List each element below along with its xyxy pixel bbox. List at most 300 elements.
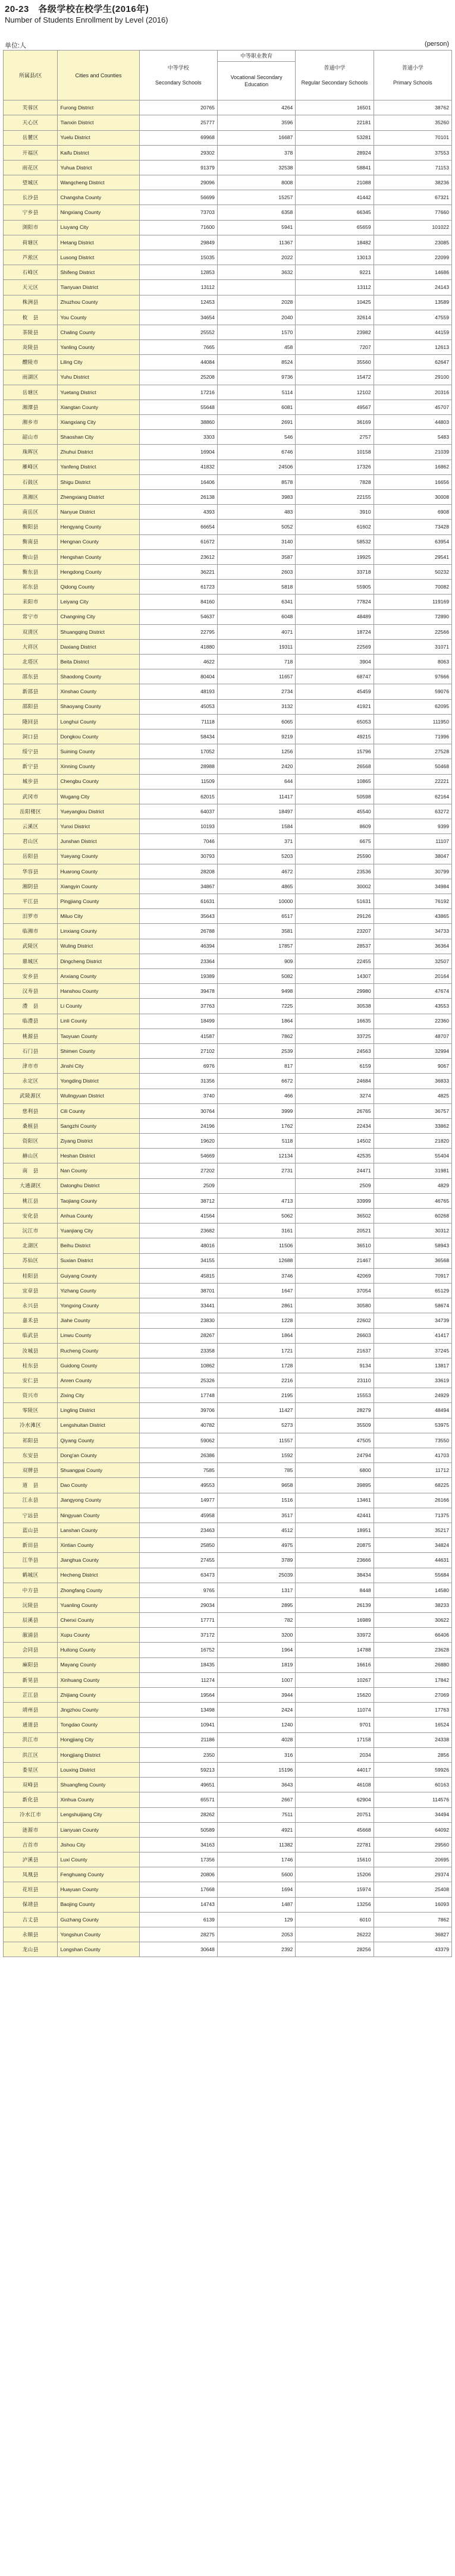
region-name-en: Xinshao County: [58, 684, 139, 699]
vocational-education-value: 546: [217, 430, 295, 445]
region-name-zh: 桂阳县: [4, 1268, 58, 1283]
regular-secondary-value: 13013: [296, 250, 374, 265]
region-name-en: Huarong County: [58, 864, 139, 879]
secondary-schools-value: 31356: [139, 1074, 217, 1089]
regular-secondary-value: 16635: [296, 1014, 374, 1028]
primary-schools-value: 43553: [374, 999, 451, 1014]
region-name-zh: 冷水江市: [4, 1807, 58, 1822]
primary-schools-value: 67321: [374, 190, 451, 205]
region-name-en: Jinshi City: [58, 1059, 139, 1074]
region-name-zh: 双清区: [4, 624, 58, 639]
vocational-education-value: 15196: [217, 1762, 295, 1777]
vocational-education-value: 3581: [217, 924, 295, 939]
table-row: [4, 1538, 452, 1553]
regular-secondary-value: 49567: [296, 400, 374, 414]
regular-secondary-value: 65659: [296, 220, 374, 235]
table-row: [4, 190, 452, 205]
primary-schools-value: 16524: [374, 1718, 451, 1732]
secondary-schools-value: 11509: [139, 774, 217, 789]
primary-schools-value: 6908: [374, 505, 451, 520]
vocational-education-value: 2040: [217, 310, 295, 325]
secondary-schools-value: 25208: [139, 370, 217, 385]
vocational-education-value: 2053: [217, 1927, 295, 1942]
region-name-en: Lusong District: [58, 250, 139, 265]
table-row: [4, 534, 452, 549]
header-secondary-zh: 中等学校: [167, 65, 189, 71]
table-row: [4, 205, 452, 220]
table-row: [4, 1553, 452, 1568]
table-row: [4, 1298, 452, 1313]
regular-secondary-value: 77824: [296, 595, 374, 609]
secondary-schools-value: 10941: [139, 1718, 217, 1732]
regular-secondary-value: 24471: [296, 1163, 374, 1178]
region-name-en: Zhijiang County: [58, 1688, 139, 1703]
primary-schools-value: 65129: [374, 1283, 451, 1298]
secondary-schools-value: 35643: [139, 909, 217, 924]
vocational-education-value: 1007: [217, 1672, 295, 1687]
region-name-en: Ningyuan County: [58, 1508, 139, 1523]
region-name-en: Guidong County: [58, 1358, 139, 1373]
regular-secondary-value: 29980: [296, 984, 374, 999]
primary-schools-value: 101022: [374, 220, 451, 235]
region-name-zh: 岳阳楼区: [4, 804, 58, 819]
regular-secondary-value: 53281: [296, 130, 374, 145]
regular-secondary-value: 58841: [296, 160, 374, 175]
primary-schools-value: 111950: [374, 714, 451, 729]
secondary-schools-value: 62015: [139, 789, 217, 804]
region-name-zh: 芦淞区: [4, 250, 58, 265]
table-row: [4, 1762, 452, 1777]
table-row: [4, 699, 452, 714]
region-name-zh: 新化县: [4, 1792, 58, 1807]
regular-secondary-value: 26603: [296, 1328, 374, 1343]
primary-schools-value: 62647: [374, 355, 451, 370]
regular-secondary-value: 3274: [296, 1089, 374, 1103]
region-name-en: Shuangpai County: [58, 1463, 139, 1478]
regular-secondary-value: 14307: [296, 969, 374, 984]
primary-schools-value: 29374: [374, 1867, 451, 1882]
region-name-zh: 江永县: [4, 1493, 58, 1508]
regular-secondary-value: 15974: [296, 1882, 374, 1897]
vocational-education-value: 6517: [217, 909, 295, 924]
vocational-education-value: 9736: [217, 370, 295, 385]
vocational-education-value: 316: [217, 1747, 295, 1762]
primary-schools-value: 30008: [374, 490, 451, 505]
region-name-en: Yanling County: [58, 340, 139, 355]
primary-schools-value: 71996: [374, 729, 451, 744]
table-row: [4, 1328, 452, 1343]
region-name-zh: 武冈市: [4, 789, 58, 804]
table-row: [4, 1433, 452, 1448]
regular-secondary-value: 41921: [296, 699, 374, 714]
table-row: [4, 1059, 452, 1074]
secondary-schools-value: 65571: [139, 1792, 217, 1807]
region-name-zh: 娄星区: [4, 1762, 58, 1777]
regular-secondary-value: 55905: [296, 580, 374, 595]
secondary-schools-value: 13498: [139, 1703, 217, 1718]
regular-secondary-value: 6159: [296, 1059, 374, 1074]
region-name-en: Xintian County: [58, 1538, 139, 1553]
table-row: [4, 1837, 452, 1852]
vocational-education-value: 10000: [217, 894, 295, 909]
vocational-education-value: 3632: [217, 265, 295, 280]
region-name-zh: 开福区: [4, 145, 58, 160]
region-name-zh: 洞口县: [4, 729, 58, 744]
primary-schools-value: 73550: [374, 1433, 451, 1448]
header-secondary: [139, 51, 217, 100]
primary-schools-value: 73428: [374, 520, 451, 534]
secondary-schools-value: 48193: [139, 684, 217, 699]
vocational-education-value: 3999: [217, 1103, 295, 1118]
region-name-zh: 湘乡市: [4, 415, 58, 430]
primary-schools-value: 30622: [374, 1613, 451, 1628]
region-name-en: Dingcheng District: [58, 954, 139, 968]
primary-schools-value: 17842: [374, 1672, 451, 1687]
primary-schools-value: 34739: [374, 1313, 451, 1328]
table-row: [4, 1523, 452, 1537]
region-name-en: Beihu District: [58, 1238, 139, 1253]
regular-secondary-value: 25590: [296, 849, 374, 864]
regular-secondary-value: 8609: [296, 819, 374, 834]
regular-secondary-value: 32614: [296, 310, 374, 325]
region-name-en: Jianghua County: [58, 1553, 139, 1568]
region-name-en: Shuangfeng County: [58, 1778, 139, 1792]
vocational-education-value: 11557: [217, 1433, 295, 1448]
vocational-education-value: 466: [217, 1089, 295, 1103]
secondary-schools-value: 36221: [139, 564, 217, 579]
primary-schools-value: 23085: [374, 235, 451, 250]
region-name-zh: 绥宁县: [4, 744, 58, 759]
secondary-schools-value: 6139: [139, 1912, 217, 1927]
table-row: [4, 115, 452, 130]
region-name-en: Wugang City: [58, 789, 139, 804]
regular-secondary-value: 2509: [296, 1178, 374, 1193]
secondary-schools-value: 16904: [139, 445, 217, 460]
regular-secondary-value: 16616: [296, 1657, 374, 1672]
regular-secondary-value: 26765: [296, 1103, 374, 1118]
regular-secondary-value: 15553: [296, 1388, 374, 1403]
table-row: [4, 520, 452, 534]
primary-schools-value: 50232: [374, 564, 451, 579]
secondary-schools-value: 6976: [139, 1059, 217, 1074]
primary-schools-value: 13589: [374, 295, 451, 310]
secondary-schools-value: 4622: [139, 655, 217, 669]
secondary-schools-value: 15035: [139, 250, 217, 265]
primary-schools-value: 22566: [374, 624, 451, 639]
table-row: [4, 1118, 452, 1133]
header-primary-en: Primary Schools: [393, 79, 432, 86]
secondary-schools-value: 28275: [139, 1927, 217, 1942]
primary-schools-value: 14686: [374, 265, 451, 280]
vocational-education-value: 2861: [217, 1298, 295, 1313]
regular-secondary-value: 11074: [296, 1703, 374, 1718]
region-name-en: Wangcheng District: [58, 175, 139, 190]
vocational-education-value: 16687: [217, 130, 295, 145]
region-name-zh: 永顺县: [4, 1927, 58, 1942]
page-title-en: Number of Students Enrollment by Level (2016): [5, 15, 168, 24]
primary-schools-value: 36827: [374, 1927, 451, 1942]
secondary-schools-value: 27455: [139, 1553, 217, 1568]
region-name-en: Longhui County: [58, 714, 139, 729]
table-row: [4, 1643, 452, 1657]
table-row: [4, 1613, 452, 1628]
secondary-schools-value: 50589: [139, 1822, 217, 1837]
secondary-schools-value: 55648: [139, 400, 217, 414]
table-row: [4, 609, 452, 624]
region-name-en: Rucheng County: [58, 1343, 139, 1358]
secondary-schools-value: 19564: [139, 1688, 217, 1703]
region-name-en: Jishou City: [58, 1837, 139, 1852]
secondary-schools-value: 48016: [139, 1238, 217, 1253]
region-name-zh: 新宁县: [4, 759, 58, 774]
region-name-zh: 凤凰县: [4, 1867, 58, 1882]
primary-schools-value: 58674: [374, 1298, 451, 1313]
vocational-education-value: 24506: [217, 460, 295, 474]
secondary-schools-value: 71600: [139, 220, 217, 235]
region-name-zh: 宜章县: [4, 1283, 58, 1298]
primary-schools-value: 62095: [374, 699, 451, 714]
table-row: [4, 355, 452, 370]
secondary-schools-value: 54637: [139, 609, 217, 624]
region-name-en: Yueyanglou District: [58, 804, 139, 819]
region-name-en: Sangzhi County: [58, 1118, 139, 1133]
vocational-education-value: 4865: [217, 879, 295, 894]
regular-secondary-value: 20875: [296, 1538, 374, 1553]
regular-secondary-value: 68747: [296, 669, 374, 684]
region-name-en: Tianyuan District: [58, 280, 139, 295]
secondary-schools-value: 28208: [139, 864, 217, 879]
secondary-schools-value: 45053: [139, 699, 217, 714]
vocational-education-value: 2028: [217, 295, 295, 310]
vocational-education-value: 2895: [217, 1597, 295, 1612]
primary-schools-value: 38233: [374, 1597, 451, 1612]
secondary-schools-value: 12453: [139, 295, 217, 310]
primary-schools-value: 34733: [374, 924, 451, 939]
table-row: [4, 1373, 452, 1388]
regular-secondary-value: 8448: [296, 1583, 374, 1597]
region-name-en: Yuanjiang City: [58, 1223, 139, 1238]
table-row: [4, 265, 452, 280]
table-row: [4, 999, 452, 1014]
regular-secondary-value: 30538: [296, 999, 374, 1014]
regular-secondary-value: 48489: [296, 609, 374, 624]
region-name-en: Yizhang County: [58, 1283, 139, 1298]
vocational-education-value: 2216: [217, 1373, 295, 1388]
region-name-en: Shifeng District: [58, 265, 139, 280]
region-name-zh: 津市市: [4, 1059, 58, 1074]
vocational-education-value: 17857: [217, 939, 295, 954]
region-name-zh: 洪江区: [4, 1747, 58, 1762]
region-name-zh: 韶山市: [4, 430, 58, 445]
table-row: [4, 280, 452, 295]
vocational-education-value: 4921: [217, 1822, 295, 1837]
table-row: [4, 370, 452, 385]
vocational-education-value: 9658: [217, 1478, 295, 1493]
regular-secondary-value: 3904: [296, 655, 374, 669]
region-name-en: Anren County: [58, 1373, 139, 1388]
primary-schools-value: 38047: [374, 849, 451, 864]
regular-secondary-value: 45540: [296, 804, 374, 819]
vocational-education-value: 9219: [217, 729, 295, 744]
primary-schools-value: 55404: [374, 1149, 451, 1163]
regular-secondary-value: 47505: [296, 1433, 374, 1448]
primary-schools-value: 70082: [374, 580, 451, 595]
secondary-schools-value: 17668: [139, 1882, 217, 1897]
region-name-en: Yanfeng District: [58, 460, 139, 474]
region-name-en: Huitong County: [58, 1643, 139, 1657]
vocational-education-value: 5600: [217, 1867, 295, 1882]
secondary-schools-value: 26386: [139, 1448, 217, 1463]
regular-secondary-value: 23536: [296, 864, 374, 879]
vocational-education-value: 1317: [217, 1583, 295, 1597]
regular-secondary-value: 22455: [296, 954, 374, 968]
vocational-education-value: 11427: [217, 1403, 295, 1418]
region-name-zh: 冷水滩区: [4, 1418, 58, 1433]
primary-schools-value: 76192: [374, 894, 451, 909]
regular-secondary-value: 30002: [296, 879, 374, 894]
region-name-en: Datonghu District: [58, 1178, 139, 1193]
region-name-en: Hecheng District: [58, 1568, 139, 1583]
region-name-zh: 茶陵县: [4, 325, 58, 339]
vocational-education-value: 1762: [217, 1118, 295, 1133]
header-region-zh: 所属县/区: [4, 51, 58, 100]
region-name-zh: 耒阳市: [4, 595, 58, 609]
vocational-education-value: 1240: [217, 1718, 295, 1732]
regular-secondary-value: 15472: [296, 370, 374, 385]
header-vocational: [217, 51, 295, 62]
primary-schools-value: 63272: [374, 804, 451, 819]
region-name-zh: 北塔区: [4, 655, 58, 669]
region-name-en: Beita District: [58, 655, 139, 669]
vocational-education-value: 5062: [217, 1209, 295, 1223]
primary-schools-value: 8063: [374, 655, 451, 669]
primary-schools-value: 60268: [374, 1209, 451, 1223]
regular-secondary-value: 29126: [296, 909, 374, 924]
primary-schools-value: 24929: [374, 1388, 451, 1403]
region-name-zh: 荷塘区: [4, 235, 58, 250]
region-name-zh: 祁阳县: [4, 1433, 58, 1448]
regular-secondary-value: 2034: [296, 1747, 374, 1762]
primary-schools-value: 44631: [374, 1553, 451, 1568]
vocational-education-value: 11417: [217, 789, 295, 804]
region-name-zh: 资兴市: [4, 1388, 58, 1403]
secondary-schools-value: 46394: [139, 939, 217, 954]
region-name-zh: 溆浦县: [4, 1628, 58, 1643]
primary-schools-value: 44159: [374, 325, 451, 339]
primary-schools-value: 26880: [374, 1657, 451, 1672]
secondary-schools-value: 59062: [139, 1433, 217, 1448]
secondary-schools-value: 29034: [139, 1597, 217, 1612]
secondary-schools-value: 3303: [139, 430, 217, 445]
region-name-en: Dong'an County: [58, 1448, 139, 1463]
region-name-zh: 保靖县: [4, 1897, 58, 1912]
secondary-schools-value: 18435: [139, 1657, 217, 1672]
table-row: [4, 325, 452, 339]
region-name-en: Lianyuan County: [58, 1822, 139, 1837]
region-name-zh: 邵东县: [4, 669, 58, 684]
secondary-schools-value: 54669: [139, 1149, 217, 1163]
region-name-en: Yuetang District: [58, 385, 139, 400]
table-row: [4, 1478, 452, 1493]
primary-schools-value: 38762: [374, 100, 451, 115]
region-name-zh: 衡东县: [4, 564, 58, 579]
vocational-education-value: 1728: [217, 1358, 295, 1373]
regular-secondary-value: 38434: [296, 1568, 374, 1583]
region-name-en: Yongding District: [58, 1074, 139, 1089]
table-row: [4, 939, 452, 954]
table-row: [4, 1493, 452, 1508]
table-row: [4, 1238, 452, 1253]
regular-secondary-value: 24563: [296, 1043, 374, 1058]
table-row: [4, 445, 452, 460]
regular-secondary-value: 37054: [296, 1283, 374, 1298]
secondary-schools-value: 33441: [139, 1298, 217, 1313]
regular-secondary-value: 23110: [296, 1373, 374, 1388]
secondary-schools-value: 27202: [139, 1163, 217, 1178]
regular-secondary-value: 15610: [296, 1852, 374, 1867]
table-row: [4, 1134, 452, 1149]
regular-secondary-value: 18951: [296, 1523, 374, 1537]
region-name-zh: 汝城县: [4, 1343, 58, 1358]
region-name-zh: 君山区: [4, 834, 58, 849]
secondary-schools-value: 73703: [139, 205, 217, 220]
secondary-schools-value: 49553: [139, 1478, 217, 1493]
primary-schools-value: 4825: [374, 1089, 451, 1103]
regular-secondary-value: 66345: [296, 205, 374, 220]
table-row: [4, 1912, 452, 1927]
vocational-education-value: 12134: [217, 1149, 295, 1163]
header-vocational-en: Vocational Secondary Education: [217, 62, 295, 100]
region-name-en: Linli County: [58, 1014, 139, 1028]
region-name-zh: 双牌县: [4, 1463, 58, 1478]
table-row: [4, 655, 452, 669]
region-name-en: Hengshan County: [58, 549, 139, 564]
region-name-en: Yuelu District: [58, 130, 139, 145]
region-name-en: Furong District: [58, 100, 139, 115]
secondary-schools-value: 20765: [139, 100, 217, 115]
table-row: [4, 759, 452, 774]
table-row: [4, 1074, 452, 1089]
region-name-en: Hongjiang District: [58, 1747, 139, 1762]
vocational-education-value: 1694: [217, 1882, 295, 1897]
vocational-education-value: 7511: [217, 1807, 295, 1822]
secondary-schools-value: 30793: [139, 849, 217, 864]
region-name-zh: 汉寿县: [4, 984, 58, 999]
region-name-en: Xiangxiang City: [58, 415, 139, 430]
vocational-education-value: 3517: [217, 1508, 295, 1523]
table-row: [4, 175, 452, 190]
region-name-en: Xiangtan County: [58, 400, 139, 414]
region-name-zh: 麻阳县: [4, 1657, 58, 1672]
region-name-en: Xiangyin County: [58, 879, 139, 894]
vocational-education-value: 4975: [217, 1538, 295, 1553]
primary-schools-value: 36757: [374, 1103, 451, 1118]
table-row: [4, 1867, 452, 1882]
vocational-education-value: 15257: [217, 190, 295, 205]
table-row: [4, 1193, 452, 1208]
table-header: [4, 51, 452, 100]
secondary-schools-value: 24196: [139, 1118, 217, 1133]
regular-secondary-value: 13256: [296, 1897, 374, 1912]
secondary-schools-value: 49651: [139, 1778, 217, 1792]
region-name-en: Junshan District: [58, 834, 139, 849]
table-row: [4, 729, 452, 744]
header-regular-en: Regular Secondary Schools: [301, 79, 368, 86]
region-name-zh: 桂东县: [4, 1358, 58, 1373]
vocational-education-value: 5818: [217, 580, 295, 595]
regular-secondary-value: 19925: [296, 549, 374, 564]
regular-secondary-value: 46108: [296, 1778, 374, 1792]
